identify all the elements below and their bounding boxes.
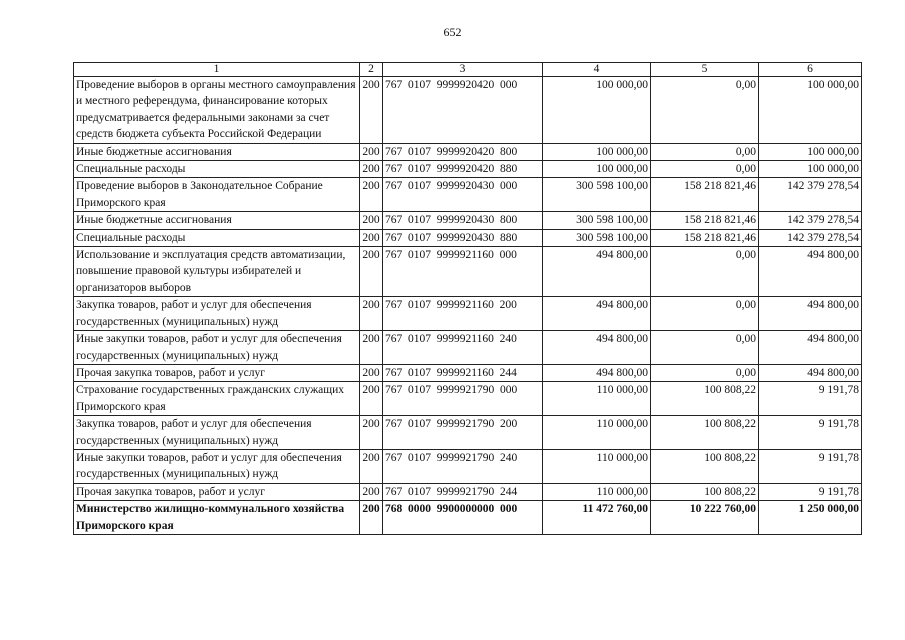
- row-code-cell: 200: [360, 382, 383, 416]
- row-value-col5: 0,00: [651, 331, 759, 365]
- row-value-col5: 158 218 821,46: [651, 178, 759, 212]
- row-name-cell: Иные закупки товаров, работ и услуг для обеспечения государственных (муниципальных) нужд: [74, 331, 360, 365]
- row-classification-cell: 767 0107 9999921790 200: [383, 416, 543, 450]
- row-value-col4: 100 000,00: [543, 161, 651, 178]
- row-classification-cell: 767 0107 9999921160 200: [383, 297, 543, 331]
- row-value-col4: 300 598 100,00: [543, 178, 651, 212]
- table-row: [74, 449, 862, 483]
- table-row: [74, 143, 862, 160]
- row-value-col6: 142 379 278,54: [759, 178, 862, 212]
- row-value-col4: 100 000,00: [543, 143, 651, 160]
- row-value-col5: 0,00: [651, 364, 759, 381]
- row-code-cell: 200: [360, 143, 383, 160]
- column-header: 6: [759, 63, 862, 77]
- column-header: 3: [383, 63, 543, 77]
- table-row: [74, 483, 862, 500]
- row-name-cell: Прочая закупка товаров, работ и услуг: [74, 483, 360, 500]
- row-classification-cell: 768 0000 9900000000 000: [383, 501, 543, 535]
- row-name-cell: Закупка товаров, работ и услуг для обеспечения государственных (муниципальных) нужд: [74, 297, 360, 331]
- row-value-col5: 100 808,22: [651, 449, 759, 483]
- row-classification-cell: 767 0107 9999921160 244: [383, 364, 543, 381]
- table-row: [74, 382, 862, 416]
- table-row: [74, 229, 862, 246]
- table-row: [74, 331, 862, 365]
- row-value-col5: 100 808,22: [651, 382, 759, 416]
- row-code-cell: 200: [360, 229, 383, 246]
- row-value-col5: 100 808,22: [651, 483, 759, 500]
- row-value-col6: 100 000,00: [759, 161, 862, 178]
- row-value-col6: 494 800,00: [759, 364, 862, 381]
- row-value-col5: 158 218 821,46: [651, 229, 759, 246]
- row-value-col6: 100 000,00: [759, 143, 862, 160]
- row-classification-cell: 767 0107 9999921790 000: [383, 382, 543, 416]
- table-row: [74, 247, 862, 297]
- row-classification-cell: 767 0107 9999921790 244: [383, 483, 543, 500]
- row-code-cell: 200: [360, 449, 383, 483]
- row-classification-cell: 767 0107 9999921160 240: [383, 331, 543, 365]
- row-name-cell: Специальные расходы: [74, 161, 360, 178]
- header-row: [74, 63, 862, 77]
- row-code-cell: 200: [360, 483, 383, 500]
- row-name-cell: Проведение выборов в Законодательное Собрание Приморского края: [74, 178, 360, 212]
- row-value-col5: 100 808,22: [651, 416, 759, 450]
- row-code-cell: 200: [360, 161, 383, 178]
- row-code-cell: 200: [360, 77, 383, 144]
- row-value-col6: 142 379 278,54: [759, 229, 862, 246]
- row-name-cell: Иные закупки товаров, работ и услуг для обеспечения государственных (муниципальных) нужд: [74, 449, 360, 483]
- row-value-col4: 494 800,00: [543, 297, 651, 331]
- row-code-cell: 200: [360, 416, 383, 450]
- row-value-col4: 100 000,00: [543, 77, 651, 144]
- row-classification-cell: 767 0107 9999920420 800: [383, 143, 543, 160]
- column-header: 4: [543, 63, 651, 77]
- row-name-cell: Иные бюджетные ассигнования: [74, 143, 360, 160]
- row-value-col4: 110 000,00: [543, 416, 651, 450]
- column-header: 2: [360, 63, 383, 77]
- row-name-cell: Иные бюджетные ассигнования: [74, 212, 360, 229]
- row-value-col5: 0,00: [651, 247, 759, 297]
- row-code-cell: 200: [360, 364, 383, 381]
- row-value-col6: 494 800,00: [759, 331, 862, 365]
- row-value-col6: 494 800,00: [759, 297, 862, 331]
- row-code-cell: 200: [360, 501, 383, 535]
- row-value-col4: 300 598 100,00: [543, 229, 651, 246]
- row-code-cell: 200: [360, 297, 383, 331]
- column-header: 1: [74, 63, 360, 77]
- row-value-col5: 0,00: [651, 161, 759, 178]
- row-code-cell: 200: [360, 212, 383, 229]
- table-row: [74, 364, 862, 381]
- table-row: [74, 501, 862, 535]
- row-value-col4: 110 000,00: [543, 483, 651, 500]
- row-classification-cell: 767 0107 9999920420 000: [383, 77, 543, 144]
- row-classification-cell: 767 0107 9999921790 240: [383, 449, 543, 483]
- row-classification-cell: 767 0107 9999921160 000: [383, 247, 543, 297]
- row-code-cell: 200: [360, 331, 383, 365]
- row-value-col5: 10 222 760,00: [651, 501, 759, 535]
- row-code-cell: 200: [360, 247, 383, 297]
- row-value-col4: 494 800,00: [543, 331, 651, 365]
- table-row: [74, 297, 862, 331]
- row-name-cell: Закупка товаров, работ и услуг для обеспечения государственных (муниципальных) нужд: [74, 416, 360, 450]
- row-classification-cell: 767 0107 9999920430 880: [383, 229, 543, 246]
- row-value-col6: 100 000,00: [759, 77, 862, 144]
- row-value-col5: 158 218 821,46: [651, 212, 759, 229]
- row-value-col4: 494 800,00: [543, 364, 651, 381]
- row-name-cell: Проведение выборов в органы местного самоуправления и местного референдума, финансирование которых предусматривается федеральными законами за счет средств бюджета субъекта Российской Федерации: [74, 77, 360, 144]
- table-row: [74, 178, 862, 212]
- row-value-col5: 0,00: [651, 77, 759, 144]
- row-name-cell: Страхование государственных гражданских служащих Приморского края: [74, 382, 360, 416]
- row-value-col6: 9 191,78: [759, 483, 862, 500]
- table-row: [74, 77, 862, 144]
- budget-table: [73, 62, 862, 535]
- table-row: [74, 161, 862, 178]
- page-number: 652: [443, 25, 462, 39]
- row-classification-cell: 767 0107 9999920430 800: [383, 212, 543, 229]
- row-value-col6: 9 191,78: [759, 416, 862, 450]
- row-value-col4: 494 800,00: [543, 247, 651, 297]
- table-row: [74, 416, 862, 450]
- row-value-col6: 9 191,78: [759, 449, 862, 483]
- row-value-col4: 110 000,00: [543, 382, 651, 416]
- row-code-cell: 200: [360, 178, 383, 212]
- row-value-col6: 1 250 000,00: [759, 501, 862, 535]
- row-value-col4: 11 472 760,00: [543, 501, 651, 535]
- row-value-col6: 494 800,00: [759, 247, 862, 297]
- row-value-col4: 110 000,00: [543, 449, 651, 483]
- row-value-col5: 0,00: [651, 143, 759, 160]
- row-name-cell: Специальные расходы: [74, 229, 360, 246]
- row-value-col6: 9 191,78: [759, 382, 862, 416]
- row-value-col6: 142 379 278,54: [759, 212, 862, 229]
- row-name-cell: Прочая закупка товаров, работ и услуг: [74, 364, 360, 381]
- row-classification-cell: 767 0107 9999920430 000: [383, 178, 543, 212]
- row-value-col5: 0,00: [651, 297, 759, 331]
- row-classification-cell: 767 0107 9999920420 880: [383, 161, 543, 178]
- row-value-col4: 300 598 100,00: [543, 212, 651, 229]
- table-row: [74, 212, 862, 229]
- column-header: 5: [651, 63, 759, 77]
- row-name-cell: Министерство жилищно-коммунального хозяйства Приморского края: [74, 501, 360, 535]
- row-name-cell: Использование и эксплуатация средств автоматизации, повышение правовой культуры избирателей и организаторов выборов: [74, 247, 360, 297]
